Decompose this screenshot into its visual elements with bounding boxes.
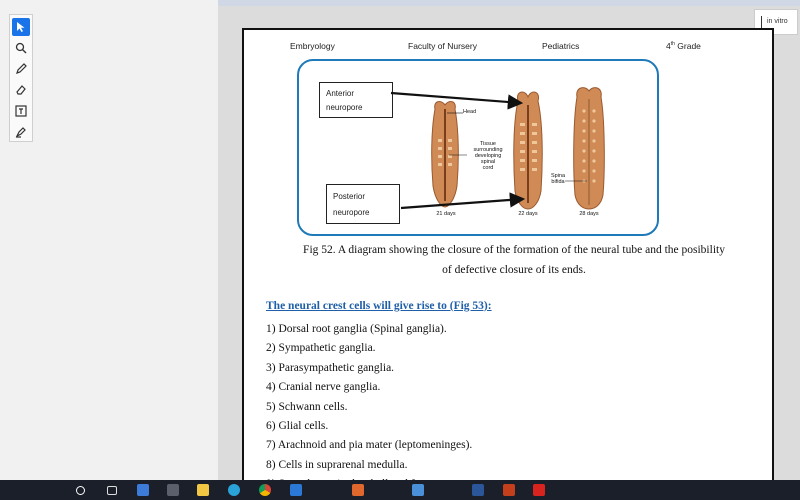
embryo-22-days	[514, 92, 542, 209]
taskbar	[0, 480, 800, 500]
start-icon[interactable]	[76, 486, 85, 495]
anterior-neuropore-arrow	[391, 93, 521, 103]
posterior-label-line1: Posterior	[333, 192, 366, 201]
highlighter-icon[interactable]	[12, 123, 30, 141]
search-value: in vitro	[767, 18, 788, 25]
header-department: Pediatrics	[542, 41, 580, 51]
acrobat-icon[interactable]	[533, 484, 545, 496]
chrome-icon[interactable]	[259, 484, 271, 496]
search-icon[interactable]	[107, 486, 117, 495]
tissue-label: Tissue surrounding developing spinal cord	[473, 141, 503, 171]
neural-crest-list	[266, 320, 472, 495]
embryo-21-days	[432, 102, 459, 207]
zoom-icon[interactable]	[12, 39, 30, 57]
mail-icon[interactable]	[290, 484, 302, 496]
powerpoint-icon[interactable]	[503, 484, 515, 496]
anterior-label-line2: neuropore	[326, 103, 363, 112]
word-icon[interactable]	[472, 484, 484, 496]
document-viewport[interactable]	[218, 6, 800, 480]
list-item: 6) Glial cells.	[266, 419, 329, 432]
store-icon[interactable]	[412, 484, 424, 496]
embryo-28-days	[574, 88, 605, 209]
anterior-label-line1: Anterior	[326, 89, 355, 98]
list-item: 5) Schwann cells.	[266, 400, 348, 413]
list-item: 3) Parasympathetic ganglia.	[266, 361, 395, 374]
day-label-22: 22 days	[518, 211, 538, 217]
list-item: 7) Arachnoid and pia mater (leptomeninges).	[266, 439, 473, 452]
text-caret	[761, 16, 762, 28]
section-heading: The neural crest cells will give rise to (Fig 53):	[266, 300, 492, 312]
header-faculty: Faculty of Nursery	[408, 41, 477, 51]
list-item: 4) Cranial nerve ganglia.	[266, 381, 381, 394]
day-label-21: 21 days	[436, 211, 456, 217]
eraser-icon[interactable]	[12, 81, 30, 99]
select-icon[interactable]	[12, 18, 30, 36]
file-explorer-icon[interactable]	[197, 484, 209, 496]
posterior-label-line2: neuropore	[333, 208, 370, 217]
header-subject: Embryology	[290, 41, 335, 51]
document-page	[242, 28, 774, 498]
figure-caption-line2: of defective closure of its ends.	[442, 264, 586, 276]
list-item: 1) Dorsal root ganglia (Spinal ganglia).	[266, 323, 447, 335]
figure-frame	[297, 59, 659, 236]
posterior-neuropore-arrow	[401, 199, 523, 208]
list-item: 8) Cells in suprarenal medulla.	[266, 458, 408, 471]
photos-icon[interactable]	[352, 484, 364, 496]
header-grade: 4th Grade	[666, 41, 701, 51]
text-box-icon[interactable]	[12, 102, 30, 120]
left-pane	[0, 0, 218, 480]
day-label-28: 28 days	[579, 211, 599, 217]
annotation-toolbar	[9, 14, 33, 142]
spina-bifida-label: Spina bifida	[550, 173, 566, 185]
edge-icon[interactable]	[228, 484, 240, 496]
list-item: 2) Sympathetic ganglia.	[266, 342, 376, 355]
head-label: Head	[463, 109, 477, 115]
task-view-icon[interactable]	[137, 484, 149, 496]
calculator-icon[interactable]	[167, 484, 179, 496]
pen-icon[interactable]	[12, 60, 30, 78]
figure-caption-line1: Fig 52. A diagram showing the closure of the formation of the neural tube and the posibility	[303, 244, 725, 256]
